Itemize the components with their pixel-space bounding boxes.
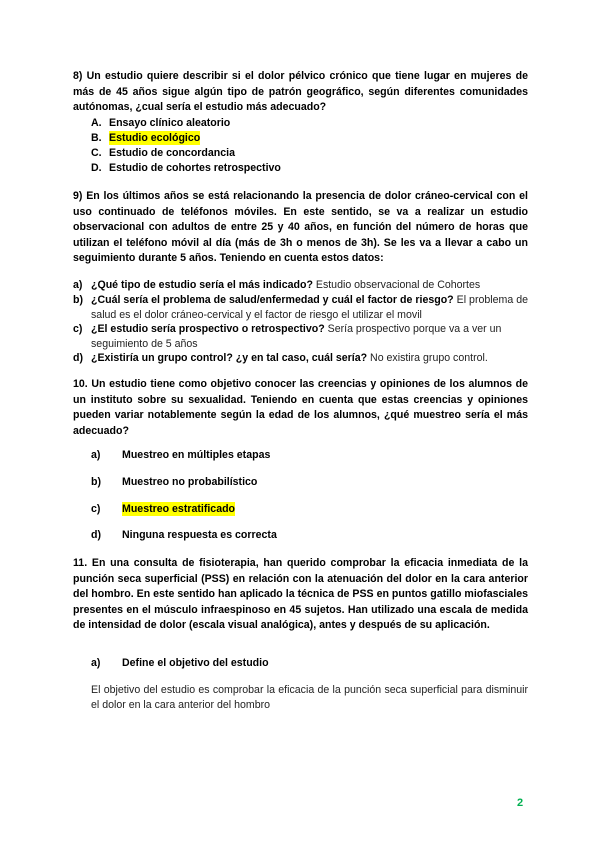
option-text: Estudio de concordancia [109, 147, 235, 159]
option-letter: A. [91, 117, 102, 129]
item-answer: Estudio observacional de Cohortes [312, 279, 481, 291]
option-text: Ninguna respuesta es correcta [122, 529, 277, 541]
option-letter: B. [91, 132, 102, 144]
item-letter: a) [73, 279, 83, 291]
item-question: Define el objetivo del estudio [122, 657, 269, 669]
option-letter: b) [91, 476, 101, 488]
option-text: Ensayo clínico aleatorio [109, 117, 231, 129]
option-text-highlighted: Muestreo estratificado [122, 503, 236, 515]
option-text: Muestreo no probabilístico [122, 476, 258, 488]
q8-stem: 8) Un estudio quiere describir si el dolor pélvico crónico que tiene lugar en mujeres de más de 45 años sigue algún tipo de patrón geográfico, según diferentes comunidades autónomas, ¿cual sería el estudio más adecuado? [73, 70, 528, 113]
option-letter: D. [91, 162, 102, 174]
q9-item-b [73, 293, 528, 322]
option-letter: c) [91, 503, 101, 515]
option-letter: C. [91, 147, 102, 159]
item-question: ¿Qué tipo de estudio sería el más indicado? [91, 279, 313, 291]
q9-item-c [73, 322, 528, 351]
option-letter: a) [91, 449, 101, 461]
q11-stem: 11. En una consulta de fisioterapia, han querido comprobar la eficacia inmediata de la punción seca superficial (PSS) en relación con la atenuación del dolor en la cara anterior del hombro. En este sentido han aplicado la técnica de PSS en puntos gatillo miofasciales presentes en el músculo infraespinoso en 45 sujetos. Han utilizado una escala de medida de intensidad de dolor (escala visual analógica), antes y después de su aplicación. [73, 557, 528, 631]
option-letter: d) [91, 529, 101, 541]
option-text: Muestreo en múltiples etapas [122, 449, 271, 461]
page-number: 2 [517, 797, 524, 809]
item-letter: b) [73, 294, 83, 306]
option-text-highlighted: Estudio ecológico [109, 132, 201, 144]
item-question: ¿Existiría un grupo control? ¿y en tal caso, cuál sería? [91, 352, 368, 364]
item-answer: El problema de salud es el dolor cráneo-cervical y el factor de riesgo el utilizar el movil [91, 294, 528, 321]
item-letter: c) [73, 323, 83, 335]
item-question: ¿El estudio sería prospectivo o retrospectivo? [91, 323, 325, 335]
item-answer: No existira grupo control. [367, 352, 488, 364]
q9-stem: 9) En los últimos años se está relacionando la presencia de dolor cráneo-cervical con el uso continuado de teléfonos móviles. En este sentido, se va a realizar un estudio observacional con adultos de entre 25 y 40 años, en función del número de horas que utilizan el teléfono móvil al día (más de 3h o menos de 3h). Se les va a llevar a cabo un seguimiento durante 5 años. Teniendo en cuenta estos datos: [73, 190, 528, 264]
item-question: ¿Cuál sería el problema de salud/enfermedad y cuál el factor de riesgo? [91, 294, 454, 306]
q9-item-d [73, 351, 528, 366]
option-text: Estudio de cohortes retrospectivo [109, 162, 281, 174]
item-letter: a) [91, 657, 101, 669]
item-answer: Sería prospectivo porque va a ver un seguimiento de 5 años [91, 323, 502, 350]
q10-stem: 10. Un estudio tiene como objetivo conocer las creencias y opiniones de los alumnos de un instituto sobre su sexualidad. Teniendo en cuenta que estas creencias y opiniones pueden variar notablemente según la edad de los alumnos, ¿qué muestreo sería el más adecuado? [73, 378, 528, 437]
q9-item-a [73, 278, 528, 293]
q11-answer: El objetivo del estudio es comprobar la eficacia de la punción seca superficial para disminuir el dolor en la cara anterior del hombro [91, 684, 528, 711]
item-letter: d) [73, 352, 83, 364]
